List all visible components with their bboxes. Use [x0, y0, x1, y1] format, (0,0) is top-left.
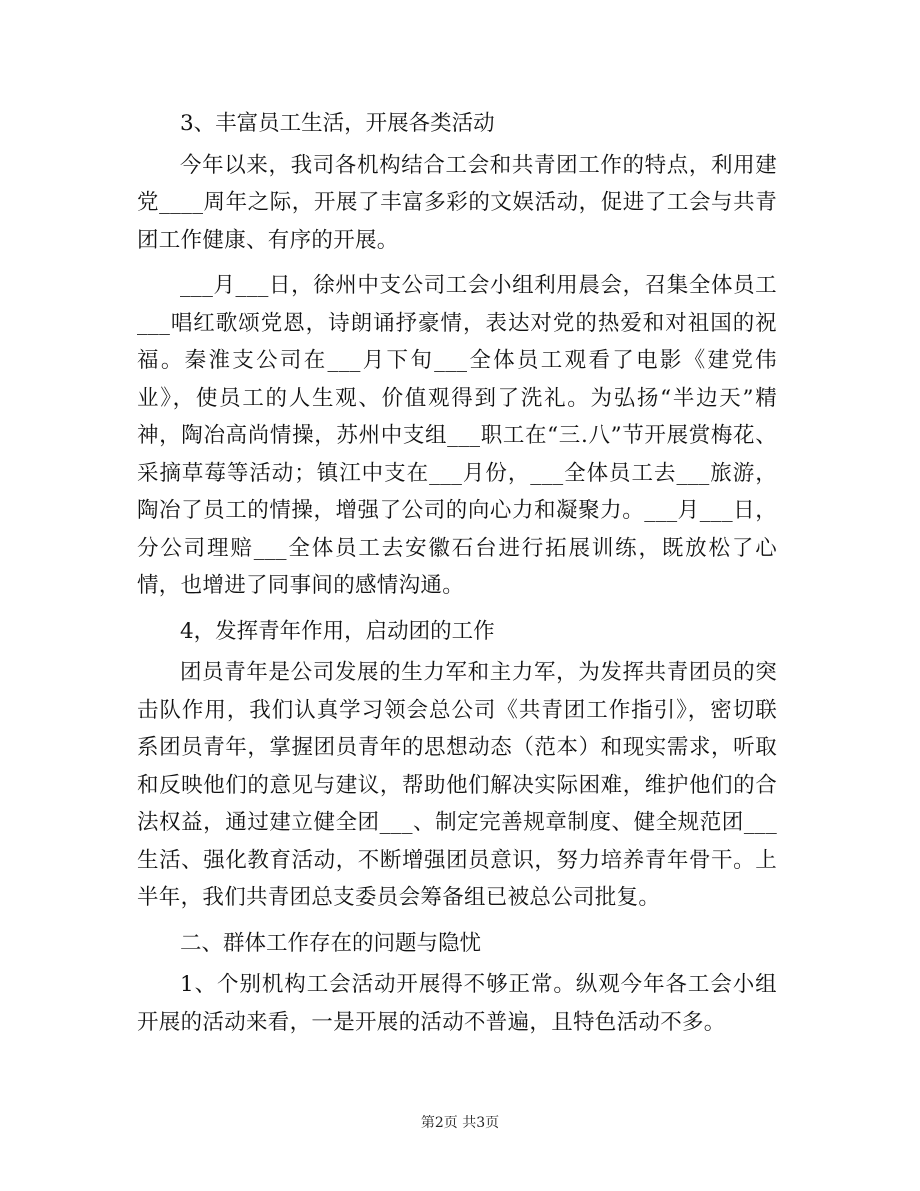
- document-body: [137, 105, 777, 1041]
- section-heading: 3、丰富员工生活，开展各类活动: [180, 111, 495, 136]
- section-heading: 4，发挥青年作用，启动团的工作: [180, 618, 495, 644]
- paragraph: 团员青年是公司发展的生力军和主力军，为发挥共青团员的突击队作用，我们认真学习领会总公司《共青团工作指引》，密切联系团员青年，掌握团员青年的思想动态（范本）和现实需求，听取和反映他们的意见与建议，帮助他们解决实际困难，维护他们的合法权益，通过建立健全团___、制定完善规章制度、健全规范团___生活、强化教育活动，不断增强团员意识，努力培养青年骨干。上半年，我们共青团总支委员会筹备组已被总公司批复。: [137, 660, 777, 910]
- paragraph: ___月___日，徐州中支公司工会小组利用晨会，召集全体员工___唱红歌颂党恩，诗朗诵抒豪情，表达对党的热爱和对祖国的祝福。秦淮支公司在___月下旬___全体员工观看了电影《建党伟业》，使员工的人生观、价值观得到了洗礼。为弘扬“半边天”精神，陶冶高尚情操，苏州中支组___职工在“三.八”节开展赏梅花、采摘草莓等活动；镇江中支在___月份，___全体员工去___旅游，陶冶了员工的情操，增强了公司的向心力和凝聚力。___月___日，分公司理赔___全体员工去安徽石台进行拓展训练，既放松了心情，也增进了同事间的感情沟通。: [137, 273, 777, 598]
- section-heading: 二、群体工作存在的问题与隐忧: [180, 930, 482, 956]
- page-number: 第2页 共3页: [420, 1115, 500, 1131]
- paragraph: 1、个别机构工会活动开展得不够正常。纵观今年各工会小组开展的活动来看，一是开展的活动不普遍，且特色活动不多。: [137, 972, 777, 1035]
- paragraph: 今年以来，我司各机构结合工会和共青团工作的特点，利用建党____周年之际，开展了丰富多彩的文娱活动，促进了工会与共青团工作健康、有序的开展。: [137, 152, 777, 253]
